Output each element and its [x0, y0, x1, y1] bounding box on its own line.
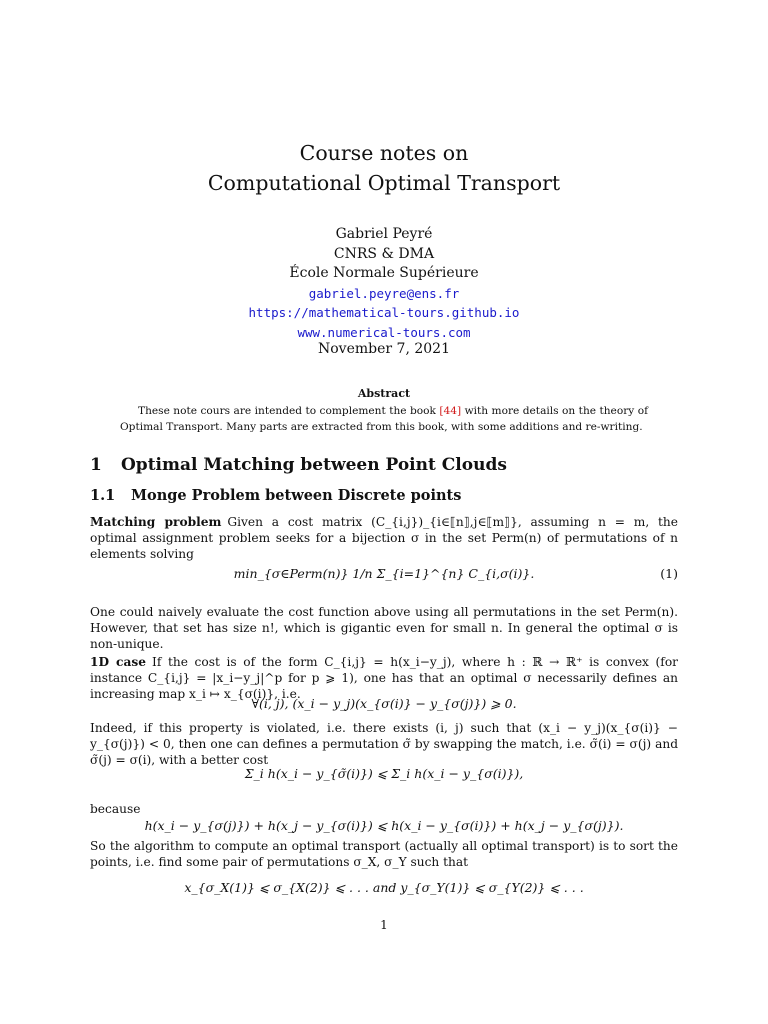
abstract-text-part-1: These note cours are intended to complement the book — [138, 405, 440, 417]
paragraph-1d-case — [90, 654, 678, 702]
subsection-heading — [90, 487, 461, 504]
equation-1-number: (1) — [660, 566, 678, 581]
citation-link[interactable]: [44] — [439, 405, 462, 417]
case1d-text: If the cost is of the form C_{i,j} = h(x_i−y_j), where h : ℝ → ℝ⁺ is convex (for instance C_{i,j} = |x_i−y_j|^p for p ⩾ 1), one has that an optimal σ necessarily defines an increasing map x_i ↦ x_{σ(i)}, i.e. — [90, 655, 678, 701]
subsection-title: Monge Problem between Discrete points — [131, 487, 462, 504]
abstract-heading: Abstract — [357, 387, 411, 400]
case1d-heading: 1D case — [90, 655, 146, 669]
paragraph-naive: One could naively evaluate the cost function above using all permutations in the set Perm(n). However, that set has size n!, which is gigantic even for small n. In general the optimal σ is non-unique. — [90, 605, 678, 651]
abstract-text-part-2: with more details on the theory of Optimal Transport. Many parts are extracted from this book, with some additions and re-writing. — [120, 405, 648, 433]
author-email-link[interactable]: gabriel.peyre@ens.fr — [308, 285, 460, 301]
paragraph-matching — [90, 514, 678, 562]
abstract-text — [120, 403, 648, 435]
author-url-link-1[interactable]: https://mathematical-tours.github.io — [248, 305, 520, 320]
equation-1: min_{σ∈Perm(n)} 1/n Σ_{i=1}^{n} C_{i,σ(i)}. — [233, 566, 535, 581]
equation-3: Σ_i h(x_i − y_{σ̃(i)}) ⩽ Σ_i h(x_i − y_{σ(i)}), — [244, 766, 524, 781]
equation-5: x_{σ_X(1)} ⩽ σ_{X(2)} ⩽ . . . and y_{σ_Y(1)} ⩽ σ_{Y(2)} ⩽ . . . — [184, 880, 584, 895]
matching-heading: Matching problem — [90, 515, 222, 529]
author-block — [0, 225, 768, 342]
paragraph-because: because — [90, 802, 141, 816]
equation-4: h(x_i − y_{σ(j)}) + h(x_j − y_{σ(i)}) ⩽ h(x_i − y_{σ(i)}) + h(x_j − y_{σ(j)}). — [144, 818, 624, 833]
paper-title — [0, 138, 768, 198]
affiliation-2: École Normale Supérieure — [289, 265, 479, 281]
section-number: 1 — [90, 455, 102, 475]
paper-date: November 7, 2021 — [318, 341, 450, 357]
subsection-number: 1.1 — [90, 487, 116, 504]
page-number: 1 — [380, 918, 388, 932]
affiliation-1: CNRS & DMA — [333, 245, 435, 262]
paragraph-algorithm: So the algorithm to compute an optimal transport (actually all optimal transport) is to sort the points, i.e. find some pair of permutations σ_X, σ_Y such that — [90, 839, 678, 869]
paragraph-indeed: Indeed, if this property is violated, i.e. there exists (i, j) such that (x_i − y_j)(x_{σ(i)} − y_{σ(j)}) < 0, then one can defines a permutation σ̃ by swapping the match, i.e. σ̃(i) = σ(j) and σ̃(j) = σ(i), with a better cost — [90, 721, 678, 767]
section-title: Optimal Matching between Point Clouds — [121, 455, 507, 475]
matching-text: Given a cost matrix (C_{i,j})_{i∈⟦n⟧,j∈⟦m⟧}, assuming n = m, the optimal assignment problem seeks for a bijection σ in the set Perm(n) of permutations of n elements solving — [90, 515, 678, 561]
author-name: Gabriel Peyré — [335, 226, 433, 242]
title-line-2: Computational Optimal Transport — [207, 171, 561, 195]
section-heading — [90, 455, 507, 475]
title-line-1: Course notes on — [299, 141, 469, 165]
author-url-link-2[interactable]: www.numerical-tours.com — [297, 324, 471, 340]
equation-2: ∀(i, j), (x_i − y_j)(x_{σ(i)} − y_{σ(j)}) ⩾ 0. — [251, 696, 517, 711]
